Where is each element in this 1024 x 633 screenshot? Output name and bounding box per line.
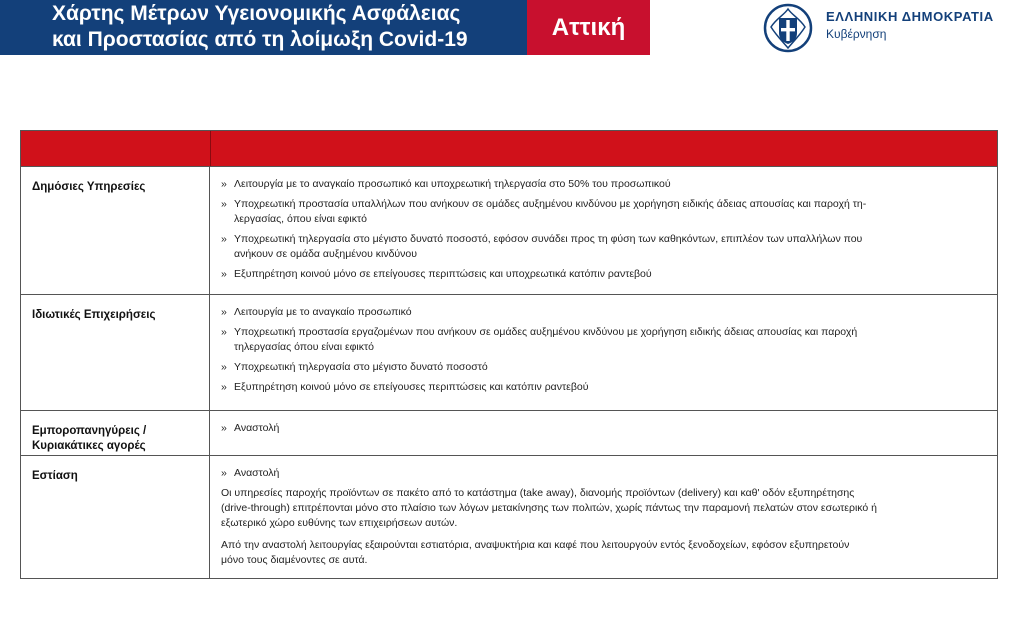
measure-text	[234, 305, 412, 320]
measure-text-line: τηλεργασίας όπου είναι εφικτό	[234, 341, 375, 353]
measures-cell	[210, 167, 997, 294]
category-label: Εστίαση	[32, 470, 78, 482]
paragraph-line: εξωτερικό χώρο ευθύνης των επιχειρήσεων αυτών.	[221, 517, 458, 529]
table-header-row	[21, 131, 997, 166]
measure-item	[221, 177, 997, 192]
government-subtitle: Κυβέρνηση	[826, 27, 887, 41]
category-label-line: Εμποροπανηγύρεις /	[32, 425, 147, 437]
measure-item	[221, 360, 997, 375]
measures-cell	[210, 411, 997, 455]
measure-text-line: Υποχρεωτική προστασία υπαλλήλων που ανήκουν σε ομάδες αυξημένου κινδύνου με χορήγηση ειδικής άδειας απουσίας και παροχή τη-	[234, 198, 867, 210]
measure-text-line: Λειτουργία με το αναγκαίο προσωπικό και υποχρεωτική τηλεργασία στο 50% του προσωπικού	[234, 178, 671, 190]
category-label: Ιδιωτικές Επιχειρήσεις	[32, 309, 156, 321]
measure-text-line: ανήκουν σε ομάδα αυξημένου κινδύνου	[234, 248, 417, 260]
paragraph-line: μόνο τους διαμένοντες σε αυτά.	[221, 554, 368, 566]
measure-text-line: Υποχρεωτική τηλεργασία στο μέγιστο δυνατό ποσοστό, εφόσον συνάδει προς τη φύση των καθηκόντων, επιπλέον των υπαλλήλων που	[234, 233, 863, 245]
measure-item	[221, 232, 997, 262]
measure-text-line: Εξυπηρέτηση κοινού μόνο σε επείγουσες περιπτώσεις και υποχρεωτικά κατόπιν ραντεβού	[234, 268, 652, 280]
category-label-line: Κυριακάτικες αγορές	[32, 440, 146, 452]
measure-item	[221, 325, 997, 355]
header-title-banner	[0, 0, 527, 55]
measure-text-line: Υποχρεωτική προστασία εργαζομένων που ανήκουν σε ομάδες αυξημένου κινδύνου με χορήγηση ειδικής άδειας απουσίας και παροχή	[234, 326, 858, 338]
table-row	[21, 294, 997, 410]
measure-text-line: Αναστολή	[234, 467, 280, 479]
greek-coat-of-arms-icon	[762, 3, 814, 53]
table-row	[21, 166, 997, 294]
region-badge: Αττική	[527, 0, 650, 55]
measure-text	[234, 380, 588, 395]
measure-text	[234, 421, 279, 436]
bullet-marker: »	[221, 467, 227, 479]
measure-text	[234, 267, 652, 282]
bullet-marker: »	[221, 306, 227, 318]
measure-text	[234, 197, 866, 227]
measure-item	[221, 305, 997, 320]
measure-text-line: Λειτουργία με το αναγκαίο προσωπικό	[234, 306, 412, 318]
paragraph-line: (drive-through) επιτρέπονται μόνο στο πλαίσιο των λόγων μετακίνησης των πολιτών, χωρίς πάντως την παραμονή πελατών στον εσωτερικό ή	[221, 502, 877, 514]
measure-text-line: λεργασίας, όπου είναι εφικτό	[234, 213, 367, 225]
measure-item	[221, 380, 997, 395]
paragraph-line: Από την αναστολή λειτουργίας εξαιρούνται εστιατόρια, αναψυκτήρια και καφέ που λειτουργούν εντός ξενοδοχείων, εφόσον εξυπηρετούν	[221, 539, 850, 551]
measure-text	[234, 232, 862, 262]
table-header-category-cell	[21, 131, 211, 166]
header-title-line1: Χάρτης Μέτρων Υγειονομικής Ασφάλειας	[52, 2, 461, 25]
measure-text	[234, 177, 671, 192]
measure-text-line: Αναστολή	[234, 422, 280, 434]
measure-text-line: Υποχρεωτική τηλεργασία στο μέγιστο δυνατό ποσοστό	[234, 361, 488, 373]
paragraph-line: Οι υπηρεσίες παροχής προϊόντων σε πακέτο από το κατάστημα (take away), διανομής προϊόντων (delivery) και καθ' οδόν εξυπηρέτησης	[221, 487, 855, 499]
table-row	[21, 455, 997, 578]
category-cell	[21, 167, 210, 294]
bullet-marker: »	[221, 422, 227, 434]
measure-item	[221, 267, 997, 282]
measure-item	[221, 466, 997, 481]
category-cell	[21, 456, 210, 578]
category-cell	[21, 411, 210, 455]
bullet-marker: »	[221, 198, 227, 210]
measures-table	[20, 130, 998, 579]
bullet-marker: »	[221, 233, 227, 245]
measure-text	[234, 466, 279, 481]
measure-text-line: Εξυπηρέτηση κοινού μόνο σε επείγουσες περιπτώσεις και κατόπιν ραντεβού	[234, 381, 589, 393]
table-row	[21, 410, 997, 455]
measures-cell	[210, 295, 997, 410]
government-name: ΕΛΛΗΝΙΚΗ ΔΗΜΟΚΡΑΤΙΑ	[826, 9, 994, 24]
measure-text	[234, 360, 488, 375]
bullet-marker: »	[221, 381, 227, 393]
bullet-marker: »	[221, 178, 227, 190]
measure-paragraph	[221, 486, 997, 531]
measure-item	[221, 197, 997, 227]
measure-item	[221, 421, 997, 436]
bullet-marker: »	[221, 326, 227, 338]
measure-paragraph	[221, 538, 997, 568]
category-cell	[21, 295, 210, 410]
header-title-line2: και Προστασίας από τη λοίμωξη Covid-19	[52, 28, 468, 51]
category-label: Δημόσιες Υπηρεσίες	[32, 181, 146, 193]
bullet-marker: »	[221, 268, 227, 280]
measure-text	[234, 325, 857, 355]
measures-cell	[210, 456, 997, 578]
bullet-marker: »	[221, 361, 227, 373]
